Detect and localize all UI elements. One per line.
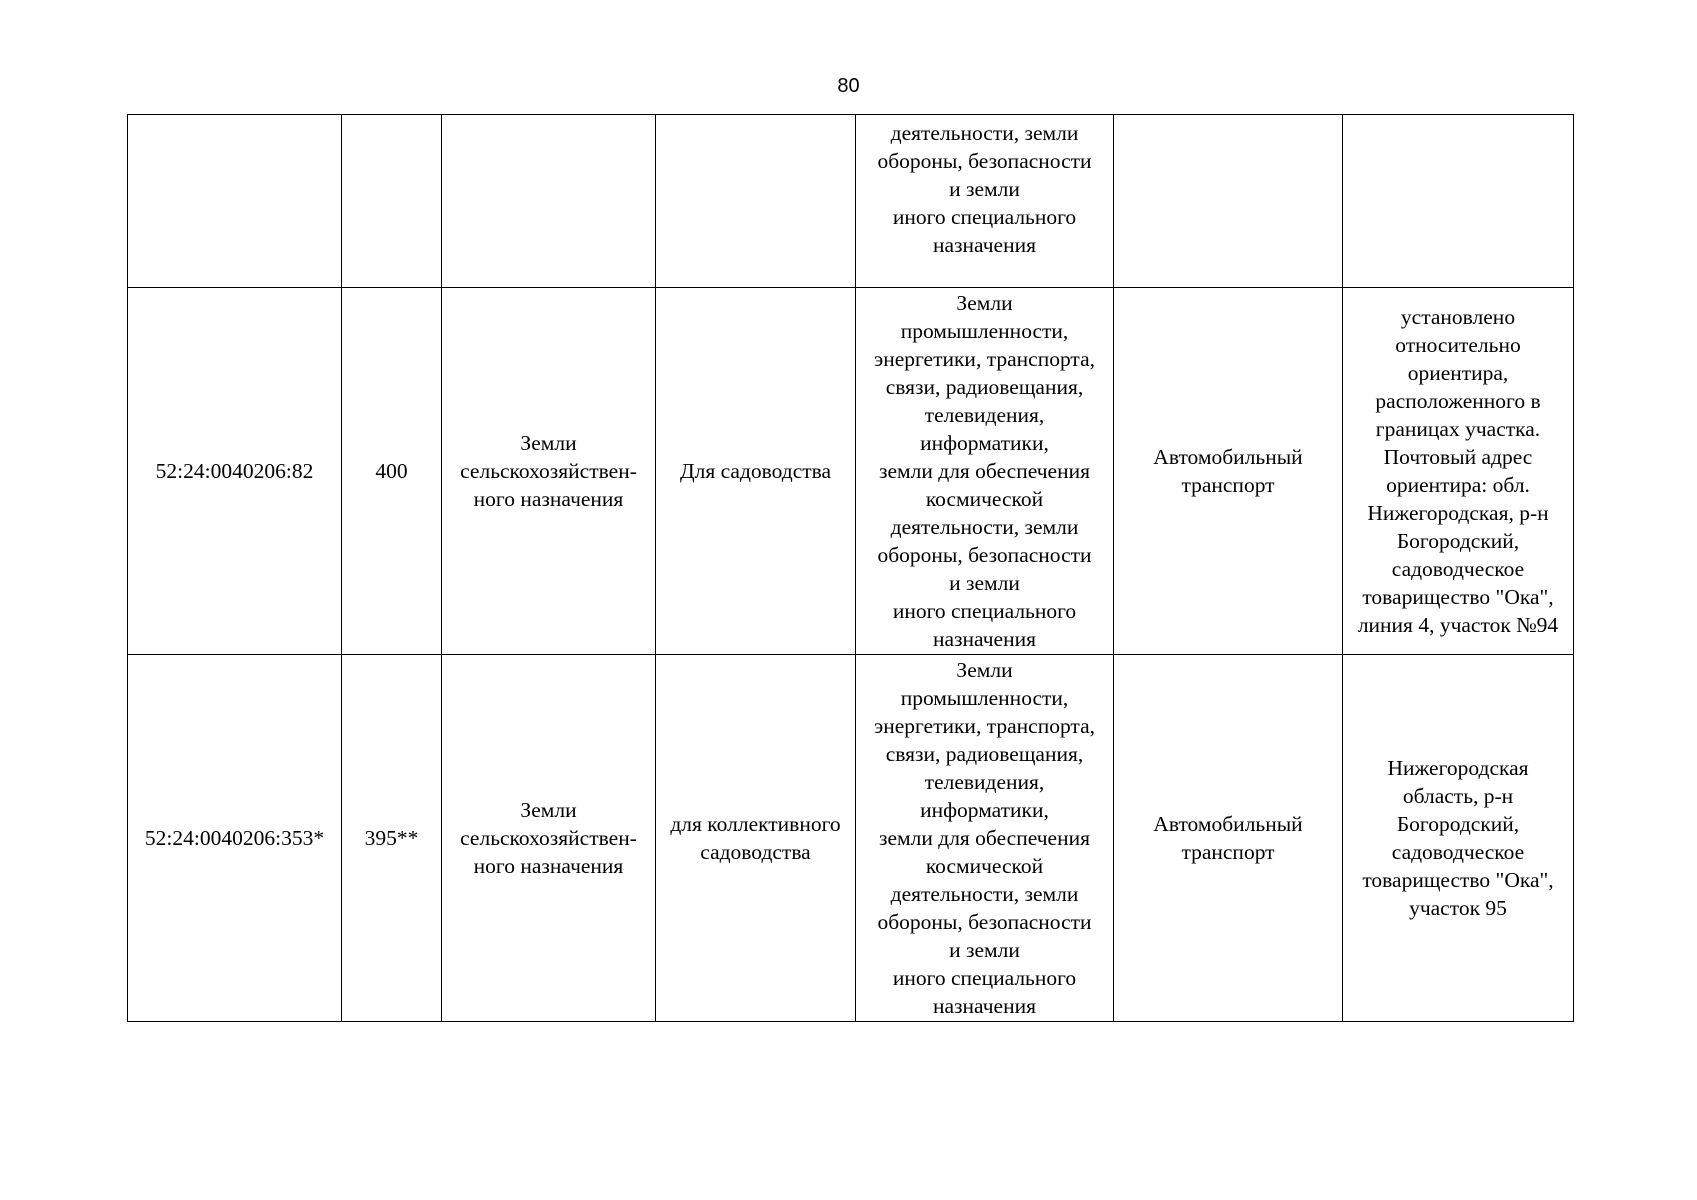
address-cell: установлено относительно ориентира, расположенного в границах участка. Почтовый адрес ориентира: обл. Нижегородская, р-н Богородский, садоводческое товарищество "Ока", линия 4, участок №94 [1343,288,1574,655]
transport-cell: Автомобильный транспорт [1114,655,1343,1022]
permitted-use-cell [656,115,856,288]
land-category-cell: деятельности, земли обороны, безопасности и земли иного специального назначения [856,115,1114,288]
address-cell [1343,115,1574,288]
address-cell: Нижегородская область, р-н Богородский, садоводческое товарищество "Ока", участок 95 [1343,655,1574,1022]
category-cell: Земли сельскохозяйствен- ного назначения [442,655,656,1022]
land-category-cell: Земли промышленности, энергетики, транспорта, связи, радиовещания, телевидения, информатики, земли для обеспечения космической деятельности, земли обороны, безопасности и земли иного специального назначения [856,655,1114,1022]
area-cell: 395** [342,655,442,1022]
category-cell: Земли сельскохозяйствен- ного назначения [442,288,656,655]
cadastral-number-cell [128,115,342,288]
area-cell: 400 [342,288,442,655]
table-row [128,655,1574,1022]
transport-cell [1114,115,1343,288]
page-number: 80 [837,75,860,97]
land-plots-table [127,114,1574,1022]
cadastral-number-cell: 52:24:0040206:82 [128,288,342,655]
permitted-use-cell: Для садоводства [656,288,856,655]
table-row [128,115,1574,288]
table-row [128,288,1574,655]
category-cell [442,115,656,288]
land-category-cell: Земли промышленности, энергетики, транспорта, связи, радиовещания, телевидения, информатики, земли для обеспечения космической деятельности, земли обороны, безопасности и земли иного специального назначения [856,288,1114,655]
permitted-use-cell: для коллективного садоводства [656,655,856,1022]
cadastral-number-cell: 52:24:0040206:353* [128,655,342,1022]
area-cell [342,115,442,288]
transport-cell: Автомобильный транспорт [1114,288,1343,655]
